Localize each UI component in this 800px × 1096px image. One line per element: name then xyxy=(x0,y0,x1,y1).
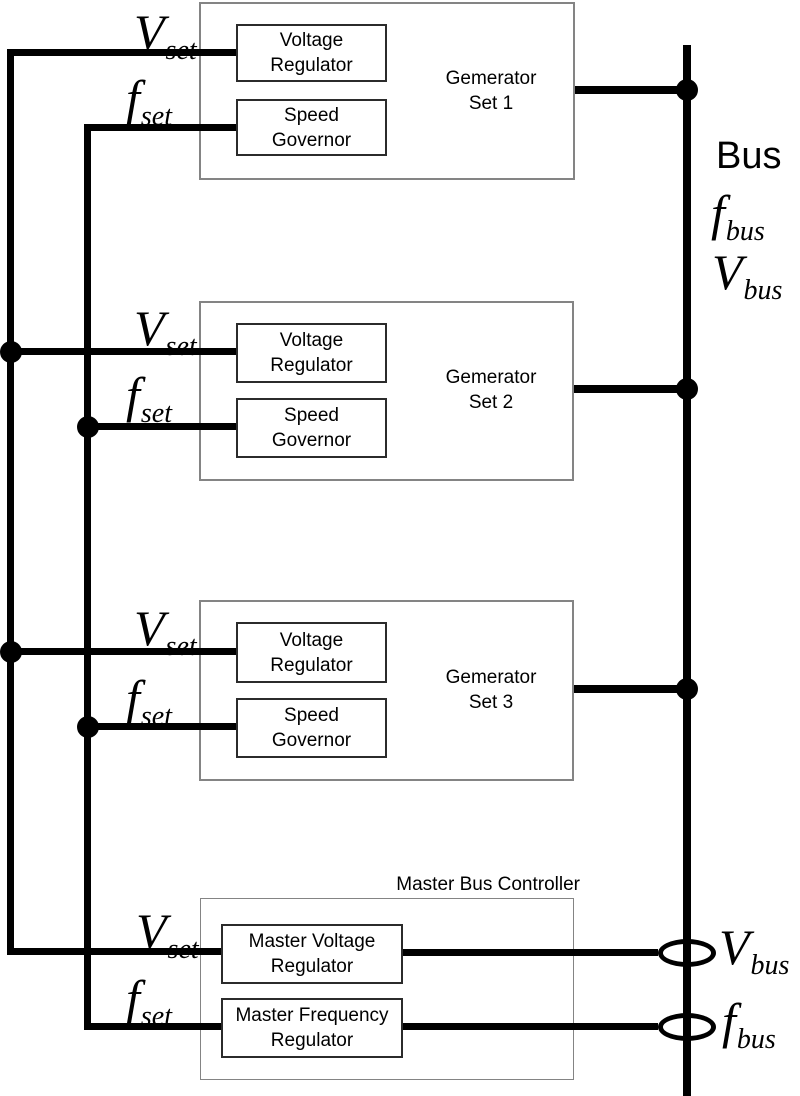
fbus-sensor-label: fbus xyxy=(722,993,776,1055)
vbus-sensor-label: Vbus xyxy=(719,919,790,981)
vbus-label: Vbus xyxy=(712,244,783,306)
fbus-sensor-loop xyxy=(658,1013,716,1041)
gen3-fset-junction-dot xyxy=(77,716,99,738)
gen2-title-line1: Gemerator xyxy=(445,367,537,388)
gen1-sg-line1: Speed xyxy=(284,104,339,126)
gen1-bus-junction-dot xyxy=(676,79,698,101)
master-voltage-regulator-box xyxy=(221,924,403,984)
mfr-line1: Master Frequency xyxy=(235,1005,389,1026)
gen3-vr-line1: Voltage xyxy=(279,629,344,651)
fset-trunk-wire xyxy=(84,124,91,1030)
master-fset-label: fset xyxy=(126,970,173,1032)
gen1-title-line2: Set 1 xyxy=(468,93,514,114)
gen2-title xyxy=(397,365,585,415)
bus-label: Bus xyxy=(716,135,782,177)
gen3-vset-label: Vset xyxy=(134,600,197,662)
gen2-vset-label: Vset xyxy=(134,300,197,362)
master-frequency-regulator-box xyxy=(221,998,403,1058)
gen3-fset-label: fset xyxy=(126,670,173,732)
mvr-line1: Master Voltage xyxy=(248,931,376,952)
mfr-line2: Regulator xyxy=(270,1030,354,1051)
gen2-vr-line1: Voltage xyxy=(279,330,344,351)
gen3-output-wire xyxy=(574,685,687,693)
gen3-sg-line2: Governor xyxy=(271,730,352,751)
gen3-vset-junction-dot xyxy=(0,641,22,663)
gen3-speed-governor-box xyxy=(236,698,387,758)
gen2-vset-junction-dot xyxy=(0,341,22,363)
gen2-fset-label: fset xyxy=(126,367,173,429)
gen1-vr-line1: Voltage xyxy=(279,30,344,51)
gen3-sg-line1: Speed xyxy=(284,705,339,726)
gen1-sg-line2: Governor xyxy=(271,129,352,151)
gen1-output-wire xyxy=(575,86,687,94)
gen1-speed-governor-box xyxy=(236,99,387,156)
gen3-vr-line2: Regulator xyxy=(270,654,353,676)
gen1-fset-label: fset xyxy=(126,70,173,132)
master-fbus-sense-wire xyxy=(403,1023,658,1030)
master-vset-label: Vset xyxy=(136,903,199,965)
gen1-vr-line2: Regulator xyxy=(270,55,353,76)
gen2-fset-junction-dot xyxy=(77,416,99,438)
gen3-vset-wire xyxy=(7,648,236,655)
gen1-voltage-regulator-box xyxy=(236,24,387,82)
gen2-speed-governor-box xyxy=(236,398,387,458)
vbus-sensor-loop xyxy=(658,939,716,967)
gen2-voltage-regulator-box xyxy=(236,323,387,383)
gen2-sg-line2: Governor xyxy=(271,430,352,451)
gen3-title-line1: Gemerator xyxy=(445,667,537,688)
gen2-title-line2: Set 2 xyxy=(468,392,514,413)
vset-trunk-wire xyxy=(7,49,14,955)
gen2-vr-line2: Regulator xyxy=(270,355,353,376)
gen3-voltage-regulator-box xyxy=(236,622,387,683)
fbus-label: fbus xyxy=(711,185,765,247)
gen1-vset-label: Vset xyxy=(134,4,197,66)
mvr-line2: Regulator xyxy=(270,956,354,977)
gen1-vset-wire xyxy=(7,49,236,56)
gen1-title-line1: Gemerator xyxy=(445,68,537,89)
gen2-sg-line1: Speed xyxy=(284,405,339,426)
gen2-output-wire xyxy=(574,385,687,393)
gen3-title-line2: Set 3 xyxy=(468,692,514,713)
gen2-vset-wire xyxy=(7,348,236,355)
gen3-bus-junction-dot xyxy=(676,678,698,700)
gen3-title xyxy=(397,665,585,715)
gen2-bus-junction-dot xyxy=(676,378,698,400)
master-bus-controller-title: Master Bus Controller xyxy=(396,874,580,895)
master-vbus-sense-wire xyxy=(403,949,658,956)
gen1-title xyxy=(397,66,585,116)
